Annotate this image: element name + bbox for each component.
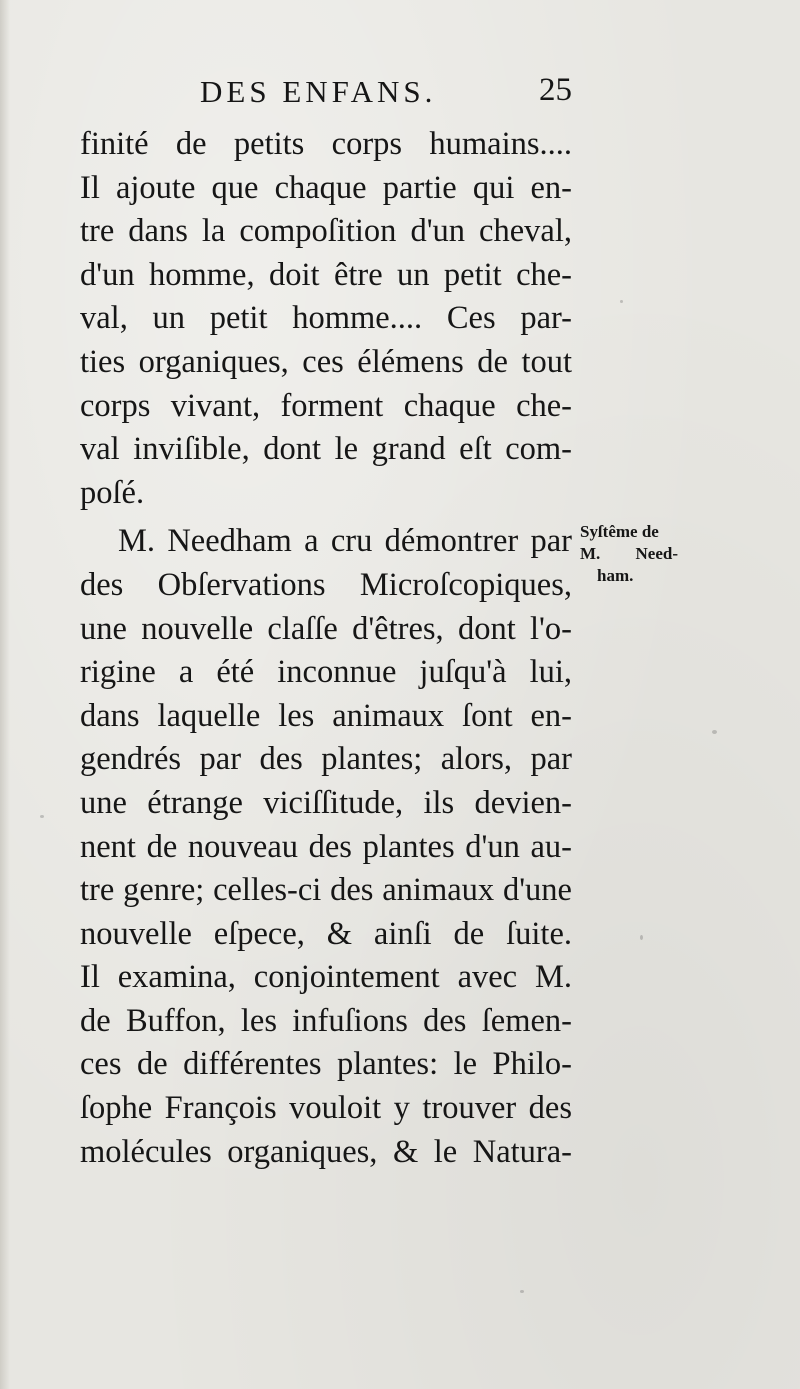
body-text xyxy=(80,123,572,1174)
paragraph-end-line: poſé. xyxy=(80,474,145,511)
paper-speck xyxy=(300,1160,303,1163)
text-line: ces de différentes plantes: le Philo- xyxy=(80,1046,572,1083)
text-line: Il ajoute que chaque partie qui en- xyxy=(80,169,572,206)
paper-speck xyxy=(712,730,717,734)
text-line: tre dans la compoſition d'un cheval, xyxy=(80,213,572,250)
margin-note-line xyxy=(580,543,688,565)
text-line: finité de petits corps humains.... xyxy=(80,126,572,162)
margin-note-word: M. xyxy=(580,544,601,563)
margin-note-line: Syſtême de xyxy=(580,522,659,541)
text-line: nent de nouveau des plantes d'un au- xyxy=(80,828,572,865)
text-line: dans laquelle les animaux ſont en- xyxy=(80,697,572,734)
text-line: d'un homme, doit être un petit che- xyxy=(80,256,572,293)
text-line: tre genre; celles-ci des animaux d'une xyxy=(80,872,572,909)
page-edge-shadow xyxy=(0,0,10,1389)
paper-speck xyxy=(520,1290,524,1293)
text-line: Il examina, conjointement avec M. xyxy=(80,959,572,996)
margin-note xyxy=(580,521,688,587)
text-line: une nouvelle claſſe d'êtres, dont l'o- xyxy=(80,610,572,647)
text-line: val, un petit homme.... Ces par- xyxy=(80,300,572,337)
text-line: val inviſible, dont le grand eſt com- xyxy=(80,431,572,468)
text-line: de Buffon, les infuſions des ſemen- xyxy=(80,1002,572,1039)
margin-note-word: Need- xyxy=(635,544,678,563)
paper-speck xyxy=(640,935,643,940)
text-line: une étrange viciſſitude, ils devien- xyxy=(80,784,572,821)
text-line: molécules organiques, & le Natura- xyxy=(80,1133,572,1170)
paper-speck xyxy=(40,815,44,818)
text-line: ties organiques, ces élémens de tout xyxy=(80,343,572,380)
paragraph-first-line: M. Needham a cru démontrer par xyxy=(118,523,572,560)
paper-speck xyxy=(620,300,623,303)
text-line: des Obſervations Microſcopiques, xyxy=(80,566,572,603)
running-head: DES ENFANS. xyxy=(200,74,437,109)
page-header xyxy=(80,70,580,116)
text-line: corps vivant, forment chaque che- xyxy=(80,387,572,424)
page-number: 25 xyxy=(539,72,572,108)
text-line: rigine a été inconnue juſqu'à lui, xyxy=(80,654,572,691)
text-line: ſophe François vouloit y trouver des xyxy=(80,1090,572,1127)
margin-note-line: ham. xyxy=(597,566,634,585)
text-line: nouvelle eſpece, & ainſi de ſuite. xyxy=(80,915,572,952)
text-line: gendrés par des plantes; alors, par xyxy=(80,741,572,778)
